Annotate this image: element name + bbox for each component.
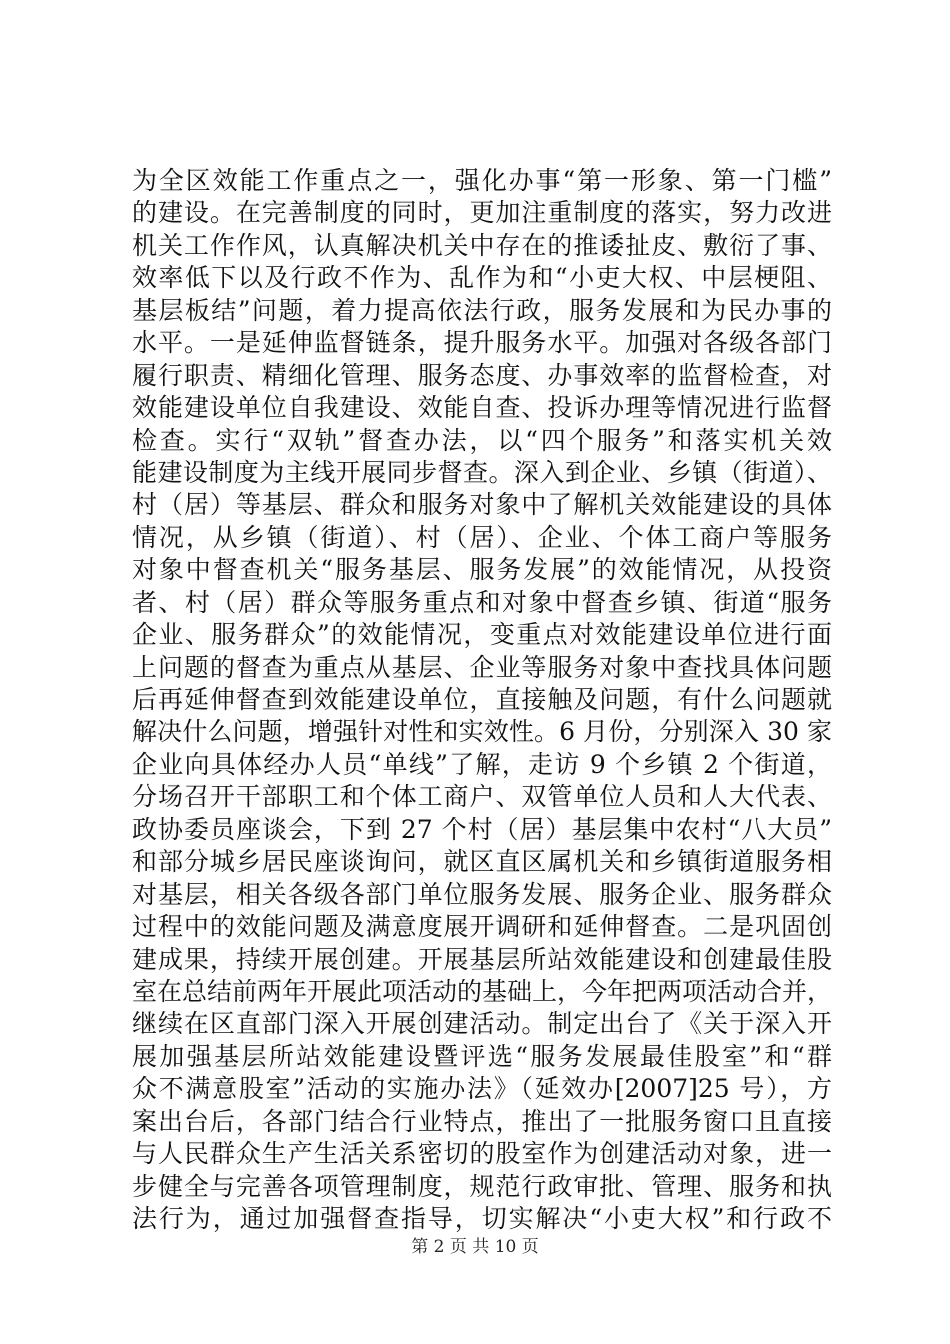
text-line: 基层板结”问题，着力提高依法行政，服务发展和为民办事的: [132, 295, 832, 325]
page-footer: 第 2 页 共 10 页: [411, 1237, 539, 1257]
text-line: 机关工作作风，认真解决机关中存在的推诿扯皮、敷衍了事、: [132, 230, 832, 260]
text-line: 对象中督查机关“服务基层、服务发展”的效能情况，从投资: [132, 555, 832, 585]
text-line: 步健全与完善各项管理制度，规范行政审批、管理、服务和执: [132, 1171, 832, 1201]
text-line: 室在总结前两年开展此项活动的基础上，今年把两项活动合并，: [132, 976, 832, 1006]
text-line: 后再延伸督查到效能建设单位，直接触及问题，有什么问题就: [132, 685, 832, 714]
text-line: 建成果，持续开展创建。开展基层所站效能建设和创建最佳股: [132, 944, 832, 974]
text-line: 能建设制度为主线开展同步督查。深入到企业、乡镇（街道）、: [132, 457, 832, 487]
text-line: 情况，从乡镇（街道）、村（居）、企业、个体工商户等服务: [132, 522, 832, 552]
text-line: 法行为，通过加强督查指导，切实解决“小吏大权”和行政不: [132, 1204, 832, 1233]
text-line: 众不满意股室”活动的实施办法》（延效办[2007]25 号），方: [132, 1074, 832, 1104]
text-line: 案出台后，各部门结合行业特点，推出了一批服务窗口且直接: [132, 1106, 832, 1136]
text-line: 者、村（居）群众等服务重点和对象中督查乡镇、街道“服务: [132, 587, 832, 617]
text-line: 上问题的督查为重点从基层、企业等服务对象中查找具体问题: [132, 652, 832, 682]
text-line: 检查。实行“双轨”督查办法，以“四个服务”和落实机关效: [132, 425, 832, 455]
text-line: 对基层，相关各级各部门单位服务发展、服务企业、服务群众: [132, 879, 832, 909]
text-line: 和部分城乡居民座谈询问，就区直区属机关和乡镇街道服务相: [132, 847, 832, 877]
body-text: [132, 165, 832, 1235]
text-line: 水平。一是延伸监督链条，提升服务水平。加强对各级各部门: [132, 328, 832, 358]
text-line: 政协委员座谈会，下到 27 个村（居）基层集中农村“八大员”: [132, 814, 832, 844]
text-line: 与人民群众生产生活关系密切的股室作为创建活动对象，进一: [132, 1139, 832, 1169]
text-line: 企业向具体经办人员“单线”了解，走访 9 个乡镇 2 个街道，: [132, 749, 832, 779]
text-line: 继续在区直部门深入开展创建活动。制定出台了《关于深入开: [132, 1009, 832, 1039]
text-line: 分场召开干部职工和个体工商户、双管单位人员和人大代表、: [132, 782, 832, 812]
text-line: 效能建设单位自我建设、效能自查、投诉办理等情况进行监督: [132, 393, 832, 423]
text-line: 履行职责、精细化管理、服务态度、办事效率的监督检查，对: [132, 360, 832, 390]
text-line: 村（居）等基层、群众和服务对象中了解机关效能建设的具体: [132, 490, 832, 520]
text-line: 展加强基层所站效能建设暨评选“服务发展最佳股室”和“群: [132, 1041, 832, 1071]
text-line: 效率低下以及行政不作为、乱作为和“小吏大权、中层梗阻、: [132, 263, 832, 293]
text-line: 解决什么问题，增强针对性和实效性。6 月份，分别深入 30 家: [132, 717, 832, 747]
text-line: 过程中的效能问题及满意度展开调研和延伸督查。二是巩固创: [132, 912, 832, 942]
text-line: 企业、服务群众”的效能情况，变重点对效能建设单位进行面: [132, 620, 832, 650]
text-line: 的建设。在完善制度的同时，更加注重制度的落实，努力改进: [132, 198, 832, 228]
text-line: 为全区效能工作重点之一，强化办事“第一形象、第一门槛”: [132, 166, 832, 195]
